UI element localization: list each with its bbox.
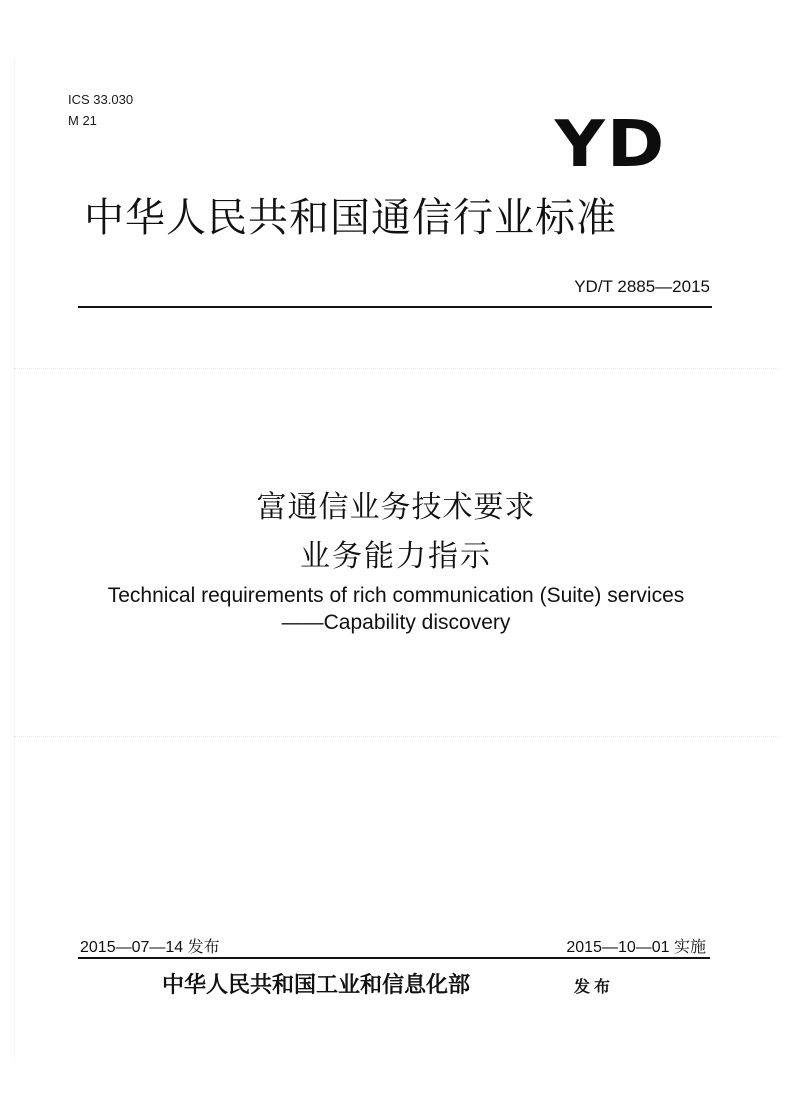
header-rule [78, 306, 712, 308]
document-title-en: Technical requirements of rich communication (Suite) services [107, 584, 685, 607]
document-subtitle-en: ——Capability discovery [281, 611, 511, 634]
publish-label: 发布 [574, 977, 615, 996]
ics-code: ICS 33.030 [68, 92, 134, 107]
standard-title: 中华人民共和国通信行业标准 [84, 195, 617, 241]
footer-rule [78, 957, 710, 959]
standard-number: YD/T 2885—2015 [574, 277, 710, 296]
category-code: M 21 [68, 113, 97, 128]
publisher-name: 中华人民共和国工业和信息化部 [162, 973, 471, 998]
document-title-cn: 富通信业务技术要求 [256, 490, 536, 525]
scan-artifact-line [14, 736, 778, 737]
scan-artifact-line [14, 368, 778, 369]
issue-date: 2015—07—14 发布 [80, 939, 220, 956]
implementation-date: 2015—10—01 实施 [566, 939, 706, 956]
yd-logo: YD [554, 108, 666, 182]
document-subtitle-cn: 业务能力指示 [300, 539, 492, 574]
